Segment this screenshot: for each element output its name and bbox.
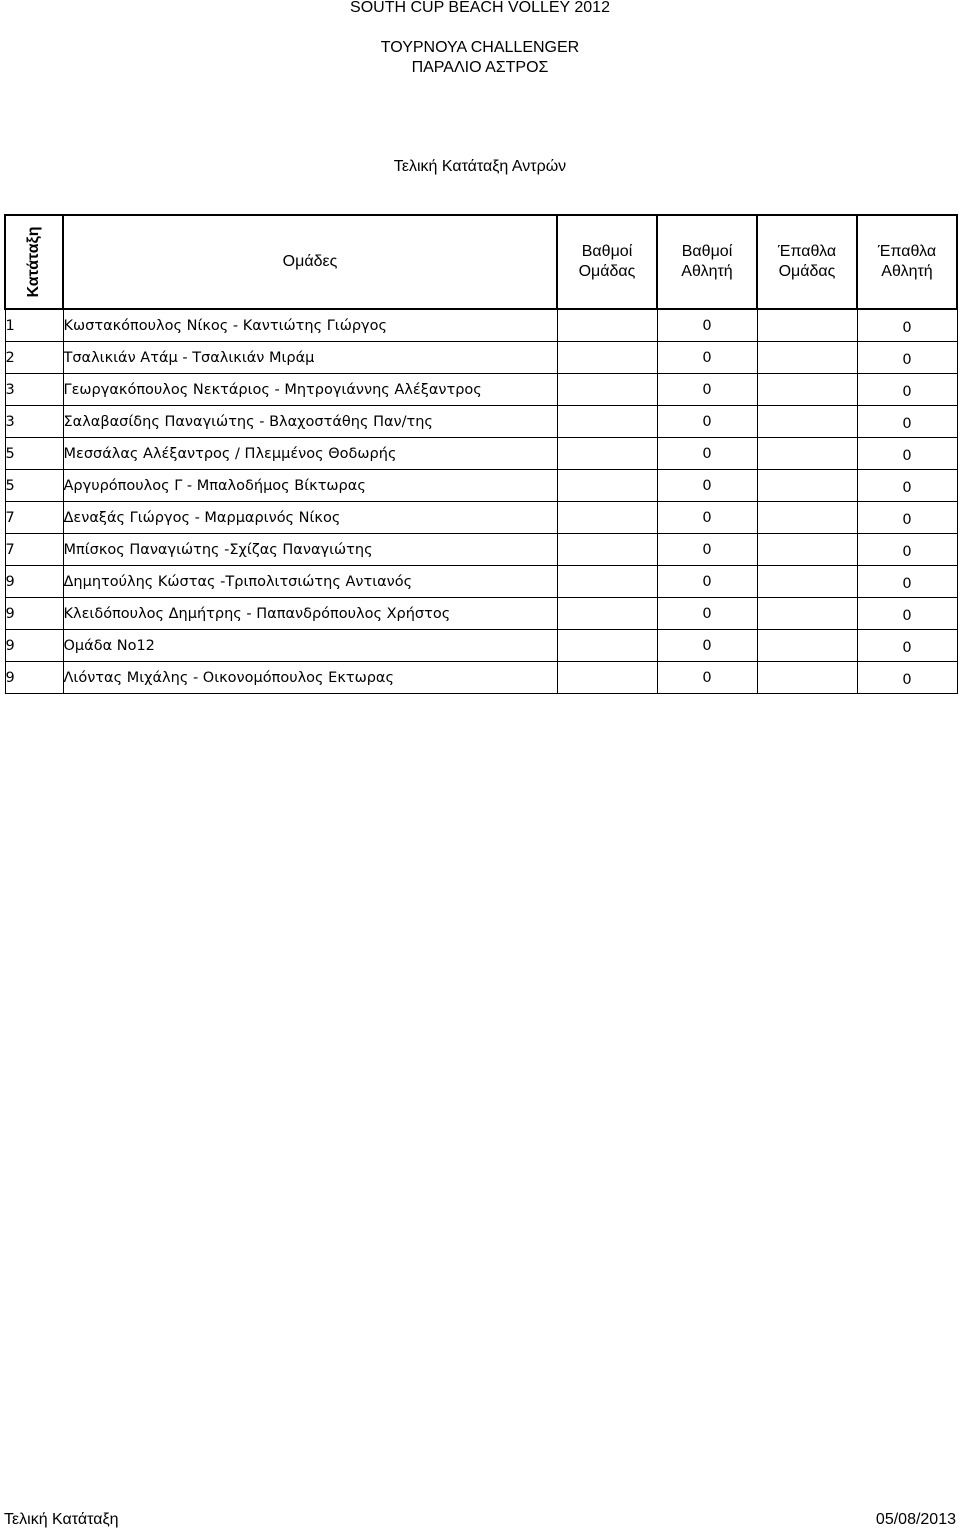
team-name-cell: Δεναξάς Γιώργος - Μαρμαρινός Νίκος	[63, 502, 557, 534]
athlete-points-cell: 0	[857, 406, 957, 438]
team-points-cell: 0	[657, 662, 757, 694]
team-prizes-spacer-cell	[757, 662, 857, 694]
athlete-points-cell: 0	[857, 438, 957, 470]
team-name-cell: Σαλαβασίδης Παναγιώτης - Βλαχοστάθης Παν/της	[63, 406, 557, 438]
table-row	[5, 598, 957, 630]
team-points-spacer-cell	[557, 566, 657, 598]
table-row	[5, 438, 957, 470]
rank-cell: 9	[5, 662, 63, 694]
team-points-cell: 0	[657, 566, 757, 598]
footer-date: 05/08/2013	[875, 1511, 956, 1528]
rank-cell: 2	[5, 342, 63, 374]
rank-cell: 7	[5, 502, 63, 534]
team-points-cell: 0	[657, 342, 757, 374]
team-name-cell: Τσαλικιάν Ατάμ - Τσαλικιάν Μιράμ	[63, 342, 557, 374]
athlete-points-cell: 0	[857, 342, 957, 374]
team-prizes-spacer-cell	[757, 598, 857, 630]
team-prizes-spacer-cell	[757, 342, 857, 374]
team-name-cell: Ομάδα Νο12	[63, 630, 557, 662]
team-prizes-spacer-cell	[757, 309, 857, 342]
rank-column-header: Κατάταξη	[5, 215, 63, 309]
rank-cell: 3	[5, 406, 63, 438]
table-row	[5, 309, 957, 342]
team-prizes-spacer-cell	[757, 438, 857, 470]
team-name-cell: Μεσσάλας Αλέξαντρος / Πλεμμένος Θοδωρής	[63, 438, 557, 470]
team-name-cell: Μπίσκος Παναγιώτης -Σχίζας Παναγιώτης	[63, 534, 557, 566]
rank-cell: 5	[5, 438, 63, 470]
team-name-cell: Αργυρόπουλος Γ - Μπαλοδήμος Βίκτωρας	[63, 470, 557, 502]
table-row	[5, 406, 957, 438]
team-prizes-column-header: Έπαθλα Ομάδας	[757, 215, 857, 309]
athlete-points-cell: 0	[857, 566, 957, 598]
rank-cell: 9	[5, 598, 63, 630]
athlete-points-cell: 0	[857, 502, 957, 534]
athlete-points-cell: 0	[857, 470, 957, 502]
table-row	[5, 662, 957, 694]
team-points-spacer-cell	[557, 438, 657, 470]
athlete-points-cell: 0	[857, 662, 957, 694]
rank-cell: 5	[5, 470, 63, 502]
team-name-cell: Δημητούλης Κώστας -Τριπολιτσιώτης Αντιανός	[63, 566, 557, 598]
team-name-cell: Λιόντας Μιχάλης - Οικονομόπουλος Εκτωρας	[63, 662, 557, 694]
team-points-spacer-cell	[557, 630, 657, 662]
rank-cell: 3	[5, 374, 63, 406]
standings-table	[4, 214, 958, 694]
team-points-spacer-cell	[557, 470, 657, 502]
athlete-points-cell: 0	[857, 309, 957, 342]
team-points-spacer-cell	[557, 342, 657, 374]
location-title: ΠΑΡΑΛΙΟ ΑΣΤΡΟΣ	[411, 59, 549, 76]
team-points-cell: 0	[657, 534, 757, 566]
rank-cell: 9	[5, 630, 63, 662]
athlete-points-cell: 0	[857, 534, 957, 566]
table-row	[5, 470, 957, 502]
rank-cell: 7	[5, 534, 63, 566]
table-row	[5, 502, 957, 534]
team-points-spacer-cell	[557, 534, 657, 566]
team-points-spacer-cell	[557, 598, 657, 630]
team-prizes-spacer-cell	[757, 502, 857, 534]
team-prizes-spacer-cell	[757, 534, 857, 566]
athlete-points-cell: 0	[857, 374, 957, 406]
table-header-row	[5, 215, 957, 309]
team-name-cell: Γεωργακόπουλος Νεκτάριος - Μητρογιάννης Αλέξαντρος	[63, 374, 557, 406]
team-points-spacer-cell	[557, 309, 657, 342]
athlete-points-column-header: Βαθμοί Αθλητή	[657, 215, 757, 309]
table-row	[5, 566, 957, 598]
team-points-cell: 0	[657, 406, 757, 438]
event-title: SOUTH CUP BEACH VOLLEY 2012	[350, 0, 610, 16]
table-row	[5, 374, 957, 406]
team-name-cell: Κλειδόπουλος Δημήτρης - Παπανδρόπουλος Χρήστος	[63, 598, 557, 630]
team-prizes-spacer-cell	[757, 374, 857, 406]
team-points-cell: 0	[657, 309, 757, 342]
tournament-title: ΤΟΥΡΝΟΥΑ CHALLENGER	[380, 39, 580, 56]
team-points-spacer-cell	[557, 406, 657, 438]
footer-title: Τελική Κατάταξη	[4, 1511, 119, 1528]
team-points-cell: 0	[657, 630, 757, 662]
teams-column-header: Ομάδες	[63, 215, 557, 309]
team-points-cell: 0	[657, 470, 757, 502]
team-points-spacer-cell	[557, 374, 657, 406]
athlete-prizes-column-header: Έπαθλα Αθλητή	[857, 215, 957, 309]
team-points-cell: 0	[657, 374, 757, 406]
team-points-cell: 0	[657, 438, 757, 470]
standings-rows	[5, 309, 957, 694]
team-name-cell: Κωστακόπουλος Νίκος - Καντιώτης Γιώργος	[63, 309, 557, 342]
table-row	[5, 534, 957, 566]
team-points-spacer-cell	[557, 662, 657, 694]
team-prizes-spacer-cell	[757, 470, 857, 502]
table-row	[5, 342, 957, 374]
team-points-cell: 0	[657, 502, 757, 534]
table-row	[5, 630, 957, 662]
team-points-column-header: Βαθμοί Ομάδας	[557, 215, 657, 309]
team-prizes-spacer-cell	[757, 566, 857, 598]
team-prizes-spacer-cell	[757, 630, 857, 662]
team-points-cell: 0	[657, 598, 757, 630]
rank-cell: 1	[5, 309, 63, 342]
team-prizes-spacer-cell	[757, 406, 857, 438]
standings-subtitle: Τελική Κατάταξη Αντρών	[393, 158, 567, 175]
athlete-points-cell: 0	[857, 598, 957, 630]
team-points-spacer-cell	[557, 502, 657, 534]
athlete-points-cell: 0	[857, 630, 957, 662]
rank-cell: 9	[5, 566, 63, 598]
